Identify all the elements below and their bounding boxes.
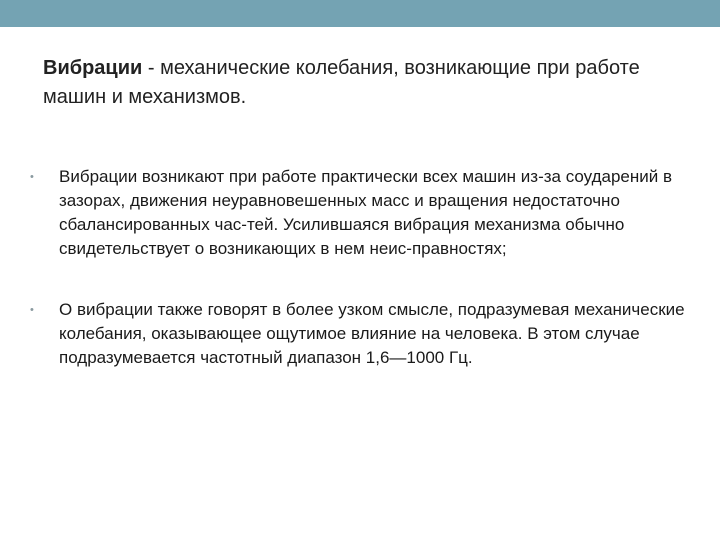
slide-title: [43, 54, 683, 112]
bullet-item: [30, 165, 690, 261]
bullet-marker-icon: •: [30, 171, 34, 183]
bullet-text: О вибрации также говорят в более узком смысле, подразумевая механические колебания, оказывающее ощутимое влияние на человека. В этом случае подразумевается частотный диапазон 1,6—1000 Гц.: [59, 300, 685, 367]
bullet-list: [30, 165, 690, 370]
bullet-marker-icon: •: [30, 304, 34, 316]
top-accent-band: [0, 0, 720, 27]
title-term: Вибрации: [43, 57, 143, 79]
bullet-text: Вибрации возникают при работе практически всех машин из-за соударений в зазорах, движения неуравновешенных масс и вращения недостаточно сбалансированных час-тей. Усилившаяся вибрация механизма обычно свидетельствует о возникающих в нем неис-правностях;: [59, 167, 673, 258]
title-definition: - механические колебания, возникающие при работе машин и механизмов.: [43, 57, 640, 108]
bullet-item: [30, 298, 690, 370]
